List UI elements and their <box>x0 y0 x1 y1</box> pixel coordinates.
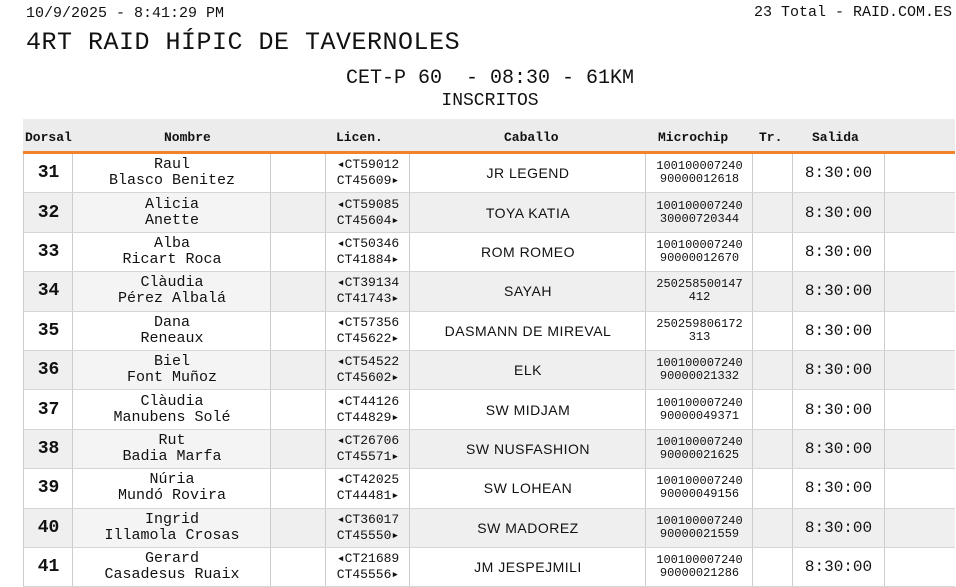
table-row <box>23 509 955 548</box>
dorsal-cell: 39 <box>23 469 73 507</box>
section-title: INSCRITOS <box>441 91 539 111</box>
empty-cell <box>270 233 326 271</box>
col-caballo: Caballo <box>504 130 559 145</box>
tr-cell <box>752 312 793 350</box>
tr-cell <box>752 390 793 428</box>
start-time-cell: 8:30:00 <box>792 430 885 468</box>
start-time-cell: 8:30:00 <box>792 272 885 310</box>
total-count: 23 Total - RAID.COM.ES <box>753 4 952 21</box>
rider-name-cell <box>72 390 271 428</box>
microchip-line-1: 100100007240 <box>656 434 743 449</box>
horse-license: CT45556▸ <box>336 567 400 583</box>
horse-cell: TOYA KATIA <box>409 193 646 231</box>
tr-cell <box>752 233 793 271</box>
horse-cell: SW MADOREZ <box>409 509 646 547</box>
tr-cell <box>752 351 793 389</box>
microchip-line-2: 90000049156 <box>659 487 740 502</box>
rider-last-name: Blasco Benitez <box>108 172 236 190</box>
microchip-cell <box>645 430 753 468</box>
microchip-line-1: 100100007240 <box>656 513 743 528</box>
license-cell <box>325 312 410 350</box>
license-cell <box>325 390 410 428</box>
horse-license: CT45622▸ <box>336 330 400 346</box>
tr-cell <box>752 154 793 192</box>
empty-cell <box>270 193 326 231</box>
dorsal-cell: 38 <box>23 430 73 468</box>
start-time-cell: 8:30:00 <box>792 509 885 547</box>
start-time-cell: 8:30:00 <box>792 351 885 389</box>
rider-first-name: Gerard <box>144 550 199 568</box>
dorsal-cell: 37 <box>23 390 73 428</box>
license-cell <box>325 469 410 507</box>
rider-name-cell <box>72 272 271 310</box>
empty-cell <box>270 154 326 192</box>
col-nombre: Nombre <box>164 130 211 145</box>
license-cell <box>325 509 410 547</box>
microchip-cell <box>645 272 753 310</box>
rider-license: ◂CT59085 <box>336 196 400 212</box>
horse-cell: SW MIDJAM <box>409 390 646 428</box>
col-tr: Tr. <box>759 130 783 145</box>
microchip-line-1: 100100007240 <box>656 395 743 410</box>
col-salida: Salida <box>812 130 859 145</box>
col-dorsal: Dorsal <box>25 130 72 145</box>
start-time-cell: 8:30:00 <box>792 193 885 231</box>
rider-last-name: Anette <box>144 211 199 229</box>
microchip-cell <box>645 469 753 507</box>
rider-license: ◂CT57356 <box>336 314 400 330</box>
rider-last-name: Illamola Crosas <box>104 526 240 544</box>
horse-cell: ROM ROMEO <box>409 233 646 271</box>
rider-last-name: Reneaux <box>140 329 204 347</box>
horse-license: CT45550▸ <box>336 527 400 543</box>
horse-license: CT41743▸ <box>336 291 400 307</box>
dorsal-cell: 36 <box>23 351 73 389</box>
table-row <box>23 469 955 508</box>
microchip-line-1: 250259806172 <box>656 316 743 331</box>
start-time-cell: 8:30:00 <box>792 154 885 192</box>
rider-license: ◂CT21689 <box>336 551 400 567</box>
microchip-line-2: 90000021559 <box>659 526 740 541</box>
empty-cell <box>270 548 326 586</box>
empty-cell <box>270 430 326 468</box>
microchip-cell <box>645 193 753 231</box>
microchip-cell <box>645 312 753 350</box>
horse-cell: JM JESPEJMILI <box>409 548 646 586</box>
license-cell <box>325 193 410 231</box>
rider-first-name: Alba <box>153 234 190 252</box>
category-subtitle: CET-P 60 - 08:30 - 61KM <box>345 67 635 90</box>
horse-license: CT41884▸ <box>336 251 400 267</box>
license-cell <box>325 272 410 310</box>
microchip-line-1: 100100007240 <box>656 356 743 371</box>
rider-name-cell <box>72 312 271 350</box>
microchip-line-2: 90000021625 <box>659 447 740 462</box>
horse-license: CT45602▸ <box>336 370 400 386</box>
rider-name-cell <box>72 233 271 271</box>
microchip-line-2: 313 <box>688 329 711 344</box>
rider-last-name: Ricart Roca <box>122 250 222 268</box>
horse-cell: SW NUSFASHION <box>409 430 646 468</box>
rider-license: ◂CT54522 <box>336 354 400 370</box>
table-row <box>23 430 955 469</box>
table-row <box>23 193 955 232</box>
horse-cell: SW LOHEAN <box>409 469 646 507</box>
event-title: 4RT RAID HÍPIC DE TAVERNOLES <box>26 28 461 57</box>
table-header <box>23 119 955 154</box>
empty-cell <box>270 312 326 350</box>
empty-cell <box>270 390 326 428</box>
horse-license: CT45571▸ <box>336 448 400 464</box>
table-row <box>23 233 955 272</box>
table-row <box>23 351 955 390</box>
tr-cell <box>752 548 793 586</box>
rider-first-name: Rut <box>158 431 186 449</box>
microchip-line-2: 412 <box>688 290 711 305</box>
microchip-line-1: 100100007240 <box>656 198 743 213</box>
rider-license: ◂CT26706 <box>336 432 400 448</box>
table-row <box>23 548 955 587</box>
rider-first-name: Biel <box>153 353 190 371</box>
horse-cell: DASMANN DE MIREVAL <box>409 312 646 350</box>
table-row <box>23 272 955 311</box>
horse-license: CT45609▸ <box>336 173 400 189</box>
datetime: 10/9/2025 - 8:41:29 PM <box>26 5 225 22</box>
microchip-cell <box>645 390 753 428</box>
col-licen: Licen. <box>336 130 383 145</box>
tr-cell <box>752 193 793 231</box>
microchip-cell <box>645 548 753 586</box>
rider-name-cell <box>72 469 271 507</box>
rider-name-cell <box>72 154 271 192</box>
microchip-cell <box>645 154 753 192</box>
rider-license: ◂CT42025 <box>336 472 400 488</box>
start-time-cell: 8:30:00 <box>792 469 885 507</box>
horse-license: CT45604▸ <box>336 212 400 228</box>
tr-cell <box>752 272 793 310</box>
microchip-cell <box>645 509 753 547</box>
microchip-cell <box>645 351 753 389</box>
rider-last-name: Badia Marfa <box>122 447 222 465</box>
microchip-line-1: 100100007240 <box>656 159 743 174</box>
rider-last-name: Pérez Albalá <box>117 290 227 308</box>
horse-cell: JR LEGEND <box>409 154 646 192</box>
license-cell <box>325 351 410 389</box>
rider-name-cell <box>72 193 271 231</box>
dorsal-cell: 35 <box>23 312 73 350</box>
table-row <box>23 390 955 429</box>
tr-cell <box>752 469 793 507</box>
license-cell <box>325 154 410 192</box>
rider-first-name: Núria <box>149 471 195 489</box>
start-time-cell: 8:30:00 <box>792 312 885 350</box>
microchip-line-1: 100100007240 <box>656 553 743 568</box>
microchip-line-1: 100100007240 <box>656 237 743 252</box>
empty-cell <box>270 272 326 310</box>
rider-last-name: Manubens Solé <box>113 408 231 426</box>
rider-first-name: Alicia <box>144 195 199 213</box>
rider-first-name: Raul <box>153 156 190 174</box>
start-time-cell: 8:30:00 <box>792 390 885 428</box>
empty-cell <box>270 351 326 389</box>
rider-first-name: Ingrid <box>144 510 199 528</box>
horse-cell: ELK <box>409 351 646 389</box>
microchip-line-2: 30000720344 <box>659 211 740 226</box>
rider-name-cell <box>72 430 271 468</box>
start-time-cell: 8:30:00 <box>792 548 885 586</box>
license-cell <box>325 233 410 271</box>
microchip-line-2: 90000012618 <box>659 172 740 187</box>
col-microchip: Microchip <box>658 130 729 145</box>
microchip-line-2: 90000049371 <box>659 408 740 423</box>
dorsal-cell: 34 <box>23 272 73 310</box>
microchip-line-2: 90000021332 <box>659 369 740 384</box>
dorsal-cell: 32 <box>23 193 73 231</box>
microchip-line-2: 90000012670 <box>659 250 740 265</box>
rider-last-name: Casadesus Ruaix <box>104 566 240 584</box>
rider-first-name: Dana <box>153 313 190 331</box>
rider-first-name: Clàudia <box>140 392 204 410</box>
horse-license: CT44829▸ <box>336 409 400 425</box>
rider-license: ◂CT36017 <box>336 511 400 527</box>
dorsal-cell: 33 <box>23 233 73 271</box>
license-cell <box>325 430 410 468</box>
tr-cell <box>752 430 793 468</box>
microchip-line-1: 100100007240 <box>656 474 743 489</box>
rider-last-name: Mundó Rovira <box>117 487 227 505</box>
rider-license: ◂CT39134 <box>336 275 400 291</box>
microchip-line-2: 90000021286 <box>659 566 740 581</box>
tr-cell <box>752 509 793 547</box>
table-row <box>23 154 955 193</box>
microchip-line-1: 250258500147 <box>656 277 743 292</box>
rider-name-cell <box>72 509 271 547</box>
rider-first-name: Clàudia <box>140 274 204 292</box>
dorsal-cell: 40 <box>23 509 73 547</box>
rider-license: ◂CT50346 <box>336 235 400 251</box>
start-time-cell: 8:30:00 <box>792 233 885 271</box>
dorsal-cell: 41 <box>23 548 73 586</box>
horse-cell: SAYAH <box>409 272 646 310</box>
table-row <box>23 312 955 351</box>
rider-license: ◂CT44126 <box>336 393 400 409</box>
empty-cell <box>270 469 326 507</box>
dorsal-cell: 31 <box>23 154 73 192</box>
rider-name-cell <box>72 548 271 586</box>
license-cell <box>325 548 410 586</box>
table-body <box>23 154 955 587</box>
empty-cell <box>270 509 326 547</box>
rider-name-cell <box>72 351 271 389</box>
rider-license: ◂CT59012 <box>336 157 400 173</box>
rider-last-name: Font Muñoz <box>126 369 217 387</box>
microchip-cell <box>645 233 753 271</box>
horse-license: CT44481▸ <box>336 488 400 504</box>
